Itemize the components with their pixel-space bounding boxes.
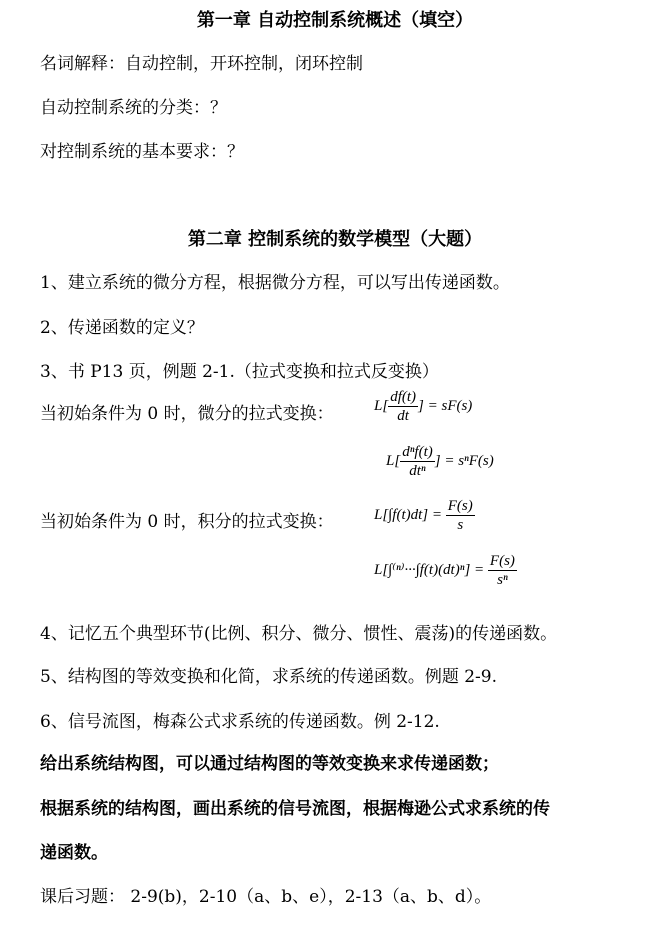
ch2-item-1: 1、建立系统的微分方程，根据微分方程，可以写出传递函数。 — [40, 273, 510, 293]
ch1-line-1: 名词解释：自动控制，开环控制，闭环控制 — [40, 54, 363, 74]
formula-diff-n: L[ $\frac{\text{dⁿf(t)}}{\text{dtⁿ}}$ ] = sⁿF(s) — [386, 444, 494, 479]
ch1-line-2: 自动控制系统的分类：？ — [40, 98, 227, 118]
ch2-item-2: 2、传递函数的定义？ — [40, 318, 204, 338]
ch2-item-4: 4、记忆五个典型环节(比例、积分、微分、惯性、震荡)的传递函数。 — [40, 624, 558, 644]
formula-diff-1: L[ $\frac{df(t)}{dt}$ ] = sF(s) — [374, 389, 473, 424]
bold-line-2: 根据系统的结构图，画出系统的信号流图，根据梅逊公式求系统的传 — [40, 799, 550, 819]
ch2-item-5: 5、结构图的等效变换和化简，求系统的传递函数。例题 2-9. — [40, 667, 497, 687]
chapter1-title: 第一章 自动控制系统概述（填空） — [196, 10, 474, 31]
ch2-item-6: 6、信号流图，梅森公式求系统的传递函数。例 2-12. — [40, 712, 440, 732]
int-laplace-label: 当初始条件为 0 时，积分的拉式变换： — [40, 512, 334, 532]
formula-int-n: L[∫⁽ⁿ⁾···∫f(t)(dt)ⁿ] = $\frac{F(s)}{\text{sⁿ}}$ — [374, 553, 515, 588]
homework-line: 课后习题： 2-9(b)，2-10（a、b、e），2-13（a、b、d）。 — [40, 887, 492, 907]
ch2-item-3: 3、书 P13 页，例题 2-1.（拉式变换和拉式反变换） — [40, 362, 439, 382]
chapter2-title: 第二章 控制系统的数学模型（大题） — [187, 229, 483, 250]
bold-line-1: 给出系统结构图，可以通过结构图的等效变换来求传递函数； — [40, 754, 499, 774]
diff-laplace-label: 当初始条件为 0 时，微分的拉式变换： — [40, 404, 334, 424]
bold-line-3: 递函数。 — [40, 843, 108, 863]
formula-int-1: L[∫f(t)dt] = $\frac{F(s)}{s}$ — [374, 498, 473, 533]
ch1-line-3: 对控制系统的基本要求：？ — [40, 142, 244, 162]
